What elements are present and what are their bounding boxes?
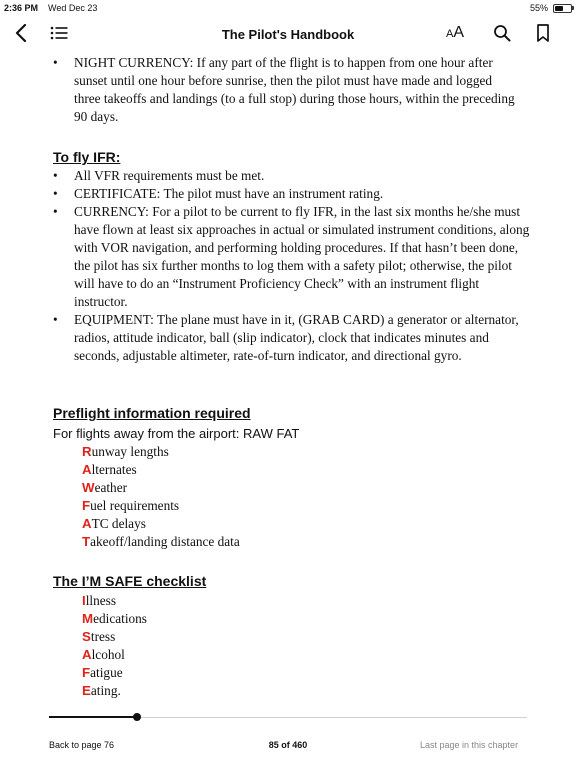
night-currency-list xyxy=(51,54,519,126)
text-size-large-a: A xyxy=(453,24,465,41)
bookmark-icon[interactable] xyxy=(532,22,554,44)
acronym-letter: A xyxy=(82,516,92,531)
status-time: 2:36 PM xyxy=(4,3,39,13)
status-date: Wed Dec 23 xyxy=(48,3,98,13)
text-size-icon[interactable] xyxy=(446,24,464,42)
night-currency-text: NIGHT CURRENCY: If any part of the flight is to happen from one hour after sunset until one hour before sunrise, then the pilot must have made and logged three takeoffs and landings (to a full stop) during those hours, within the preceding 90 days. xyxy=(74,55,515,124)
list-item xyxy=(82,497,240,515)
acronym-letter: W xyxy=(82,480,95,495)
imsafe-section-title: The I’M SAFE checklist xyxy=(53,573,207,589)
back-to-page-link[interactable]: Back to page 76 xyxy=(49,740,115,750)
acronym-letter: A xyxy=(82,462,92,477)
acronym-rest: unway lengths xyxy=(91,444,169,459)
last-page-link[interactable]: Last page in this chapter xyxy=(420,740,519,750)
list-item xyxy=(82,479,240,497)
raw-fat-list xyxy=(82,443,240,551)
ifr-item-text: EQUIPMENT: The plane must have in it, (GRAB CARD) a generator or alternator, radios, attitude indicator, ball (slip indicator), clock that indicates minutes and seconds, adjustable altimeter, rate-of-turn indicator, and directional gyro. xyxy=(74,312,519,363)
acronym-letter: E xyxy=(82,683,91,698)
acronym-rest: akeoff/landing distance data xyxy=(90,534,240,549)
scrubber-progress xyxy=(49,716,137,718)
acronym-rest: llness xyxy=(85,593,116,608)
ifr-item-text: All VFR requirements must be met. xyxy=(74,168,265,183)
acronym-letter: M xyxy=(82,611,94,626)
acronym-letter: F xyxy=(82,498,91,513)
ifr-section-title: To fly IFR: xyxy=(53,149,121,165)
acronym-letter: T xyxy=(82,534,91,549)
acronym-rest: tress xyxy=(90,629,116,644)
list-item: • CURRENCY: For a pilot to be current to fly IFR, in the last six months he/she must have flown at least six approaches in actual or simulated instrument conditions, along with VOR navigation, and performing holding procedures. If that hasn’t been done, the pilot has six further months to log them with a safety pilot; otherwise, the pilot will have to do an “Instrument Proficiency Check” with an instrument flight instructor. xyxy=(53,204,530,309)
list-item xyxy=(82,515,240,533)
acronym-letter: S xyxy=(82,629,91,644)
battery-percentage: 55% xyxy=(530,3,549,13)
page-indicator: 85 of 460 xyxy=(268,740,308,750)
acronym-rest: lternates xyxy=(91,462,137,477)
nav-bar xyxy=(0,18,576,50)
acronym-rest: eather xyxy=(94,480,128,495)
battery-icon xyxy=(553,4,572,13)
acronym-rest: edications xyxy=(93,611,147,626)
imsafe-list xyxy=(82,592,147,700)
list-item xyxy=(82,646,147,664)
acronym-letter: A xyxy=(82,647,92,662)
scrubber-handle[interactable] xyxy=(133,713,141,721)
acronym-rest: uel requirements xyxy=(90,498,180,513)
acronym-letter: I xyxy=(82,593,86,608)
book-title: The Pilot's Handbook xyxy=(221,27,355,42)
list-item: • EQUIPMENT: The plane must have in it, (GRAB CARD) a generator or alternator, radios, attitude indicator, ball (slip indicator), clock that indicates minutes and seconds, adjustable altimeter, rate-of-turn indicator, and directional gyro. xyxy=(53,312,519,363)
ifr-item-text: CURRENCY: For a pilot to be current to fly IFR, in the last six months he/she must have flown at least six approaches in actual or simulated instrument conditions, along with VOR navigation, and performing holding procedures. If that hasn’t been done, the pilot has six further months to log them with a safety pilot; otherwise, the pilot will have to do an “Instrument Proficiency Check” with an instrument flight instructor. xyxy=(74,204,530,309)
ifr-requirements-list xyxy=(51,167,531,365)
acronym-rest: atigue xyxy=(90,665,123,680)
list-item xyxy=(82,533,240,551)
preflight-intro: For flights away from the airport: RAW FAT xyxy=(53,426,300,441)
list-item xyxy=(82,664,147,682)
acronym-rest: lcohol xyxy=(91,647,125,662)
status-bar xyxy=(0,0,576,16)
acronym-rest: ating. xyxy=(90,683,121,698)
list-item: • CERTIFICATE: The pilot must have an instrument rating. xyxy=(53,186,384,201)
preflight-section-title: Preflight information required xyxy=(53,405,251,421)
page-content xyxy=(0,52,576,702)
search-icon[interactable] xyxy=(491,22,513,44)
list-item xyxy=(82,592,147,610)
battery-tip xyxy=(572,6,574,10)
list-item xyxy=(82,443,240,461)
list-item xyxy=(82,682,147,700)
list-item xyxy=(82,628,147,646)
battery-level xyxy=(555,6,563,11)
list-item xyxy=(82,610,147,628)
ifr-item-text: CERTIFICATE: The pilot must have an instrument rating. xyxy=(74,186,384,201)
list-item xyxy=(82,461,240,479)
page-scrubber[interactable] xyxy=(49,717,527,718)
acronym-letter: F xyxy=(82,665,91,680)
text-size-small-a: A xyxy=(446,28,454,40)
acronym-rest: TC delays xyxy=(91,516,146,531)
acronym-letter: R xyxy=(82,444,92,459)
list-item: • NIGHT CURRENCY: If any part of the flight is to happen from one hour after sunset until one hour before sunrise, then the pilot must have made and logged three takeoffs and landings (to a full stop) during those hours, within the preceding 90 days. xyxy=(53,55,515,124)
list-item: • All VFR requirements must be met. xyxy=(53,168,265,183)
